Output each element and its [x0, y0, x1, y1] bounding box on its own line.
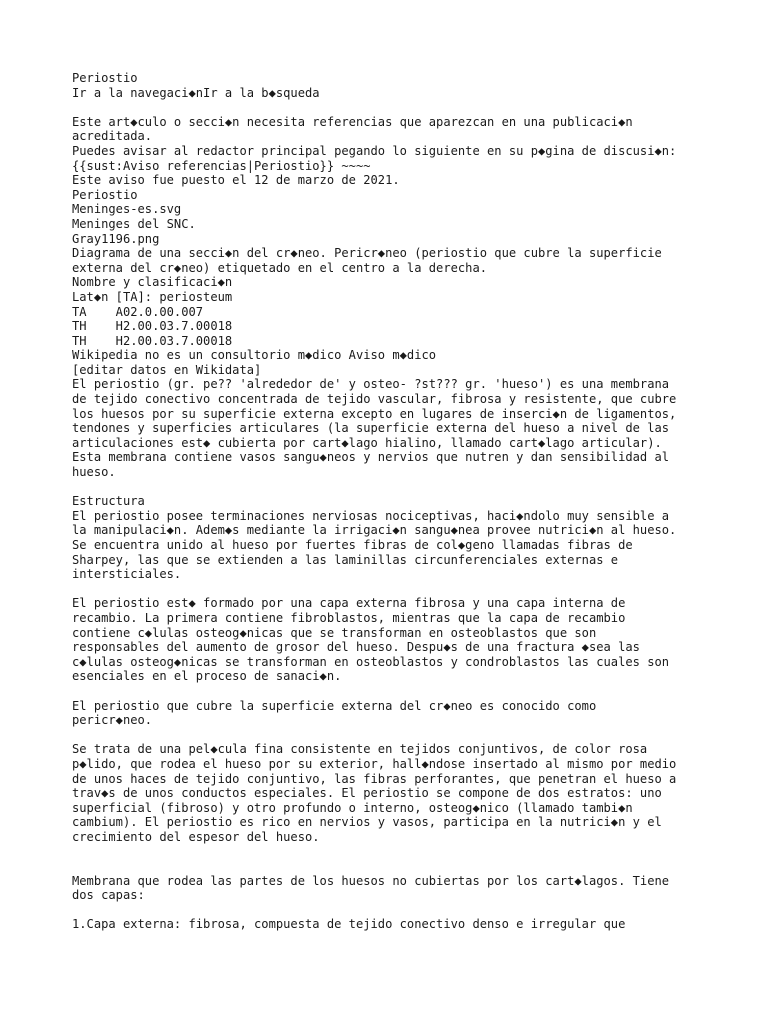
text-line: superficial (fibroso) y otro profundo o interno, osteog◆nico (llamado tambi◆n: [72, 800, 633, 815]
text-line: Se encuentra unido al hueso por fuertes fibras de col◆geno llamadas fibras de: [72, 538, 633, 552]
text-line: pericr◆neo.: [72, 713, 153, 728]
text-line: Estructura: [72, 494, 145, 509]
text-line: p◆lido, que rodea el hueso por su exterior, hall◆ndose insertado al mismo por medio: [72, 756, 677, 771]
text-line: contiene c◆lulas osteog◆nicas que se transforman en osteoblastos que son: [72, 625, 597, 640]
text-line: responsables del aumento de grosor del hueso. Despu◆s de una fractura ◆sea las: [72, 640, 640, 655]
text-line: El periostio que cubre la superficie externa del cr◆neo es conocido como: [72, 698, 597, 713]
text-line: El periostio est◆ formado por una capa externa fibrosa y una capa interna de: [72, 596, 626, 611]
blank-line: [72, 728, 712, 743]
blank-line: [72, 859, 712, 874]
text-line: Este aviso fue puesto el 12 de marzo de 2021.: [72, 173, 400, 188]
text-line: TA A02.0.00.007: [72, 304, 204, 319]
text-line: Periostio: [72, 71, 138, 85]
text-line: los huesos por su superficie externa excepto en lugares de inserci◆n de ligamentos,: [72, 406, 677, 421]
text-line: Nombre y clasificaci◆n: [72, 275, 233, 290]
text-line: Membrana que rodea las partes de los huesos no cubiertas por los cart◆lagos. Tiene: [72, 873, 670, 888]
text-line: Se trata de una pel◆cula fina consistente en tejidos conjuntivos, de color rosa: [72, 742, 648, 757]
text-line: TH H2.00.03.7.00018: [72, 319, 233, 334]
text-line: Meninges del SNC.: [72, 216, 196, 231]
text-line: Gray1196.png: [72, 231, 160, 246]
text-line: El periostio posee terminaciones nerviosas nociceptivas, haci◆ndolo muy sensible a: [72, 508, 670, 523]
text-line: dos capas:: [72, 888, 145, 903]
text-line: Diagrama de una secci◆n del cr◆neo. Pericr◆neo (periostio que cubre la superficie: [72, 246, 662, 261]
text-line: articulaciones est◆ cubierta por cart◆lago hialino, llamado cart◆lago articular).: [72, 435, 662, 450]
text-line: El periostio (gr. pe?? 'alrededor de' y osteo- ?st??? gr. 'hueso') es una membrana: [72, 377, 670, 392]
blank-line: [72, 844, 712, 859]
blank-line: [72, 480, 712, 495]
text-line: Periostio: [72, 187, 138, 202]
text-line: tendones y superficies articulares (la superficie externa del hueso a nivel de las: [72, 421, 670, 436]
text-line: cambium). El periostio es rico en nervios y vasos, participa en la nutrici◆n y el: [72, 815, 662, 830]
text-line: Este art◆culo o secci◆n necesita referencias que aparezcan en una publicaci◆n: [72, 114, 633, 129]
text-line: Sharpey, las que se extienden a las laminillas circunferenciales externas e: [72, 552, 619, 567]
text-line: Lat◆n [TA]: periosteum: [72, 289, 233, 304]
document-body: [72, 71, 712, 932]
blank-line: [72, 582, 712, 597]
blank-line: [72, 903, 712, 918]
blank-line: [72, 100, 712, 115]
text-line: [editar datos en Wikidata]: [72, 362, 262, 377]
text-line: trav◆s de unos conductos especiales. El periostio se compone de dos estratos: uno: [72, 786, 662, 801]
text-line: Esta membrana contiene vasos sangu◆neos y nervios que nutren y dan sensibilidad al: [72, 450, 670, 465]
text-line: crecimiento del espesor del hueso.: [72, 829, 320, 844]
text-line: c◆lulas osteog◆nicas se transforman en osteoblastos y condroblastos las cuales son: [72, 654, 670, 669]
text-line: de tejido conectivo concentrada de tejido vascular, fibrosa y resistente, que cubre: [72, 392, 677, 407]
text-line: TH H2.00.03.7.00018: [72, 333, 233, 348]
text-line: Meninges-es.svg: [72, 202, 182, 217]
text-line: la manipulaci◆n. Adem◆s mediante la irrigaci◆n sangu◆nea provee nutrici◆n al hueso.: [72, 523, 677, 538]
text-line: hueso.: [72, 465, 116, 480]
text-line: Wikipedia no es un consultorio m◆dico Aviso m◆dico: [72, 348, 437, 363]
blank-line: [72, 684, 712, 699]
text-line: Ir a la navegaci◆nIr a la b◆squeda: [72, 85, 320, 100]
text-line: externa del cr◆neo) etiquetado en el centro a la derecha.: [72, 260, 488, 275]
text-line: esenciales en el proceso de sanaci◆n.: [72, 669, 342, 684]
text-line: recambio. La primera contiene fibroblastos, mientras que la capa de recambio: [72, 610, 626, 625]
text-line: {{sust:Aviso referencias|Periostio}} ~~~~: [72, 158, 371, 173]
text-line: Puedes avisar al redactor principal pegando lo siguiente en su p◆gina de discusi◆n:: [72, 143, 677, 158]
text-line: acreditada.: [72, 129, 153, 144]
text-line: de unos haces de tejido conjuntivo, las fibras perforantes, que penetran el hueso a: [72, 771, 677, 786]
text-line: intersticiales.: [72, 567, 182, 582]
text-line: 1.Capa externa: fibrosa, compuesta de tejido conectivo denso e irregular que: [72, 917, 626, 932]
